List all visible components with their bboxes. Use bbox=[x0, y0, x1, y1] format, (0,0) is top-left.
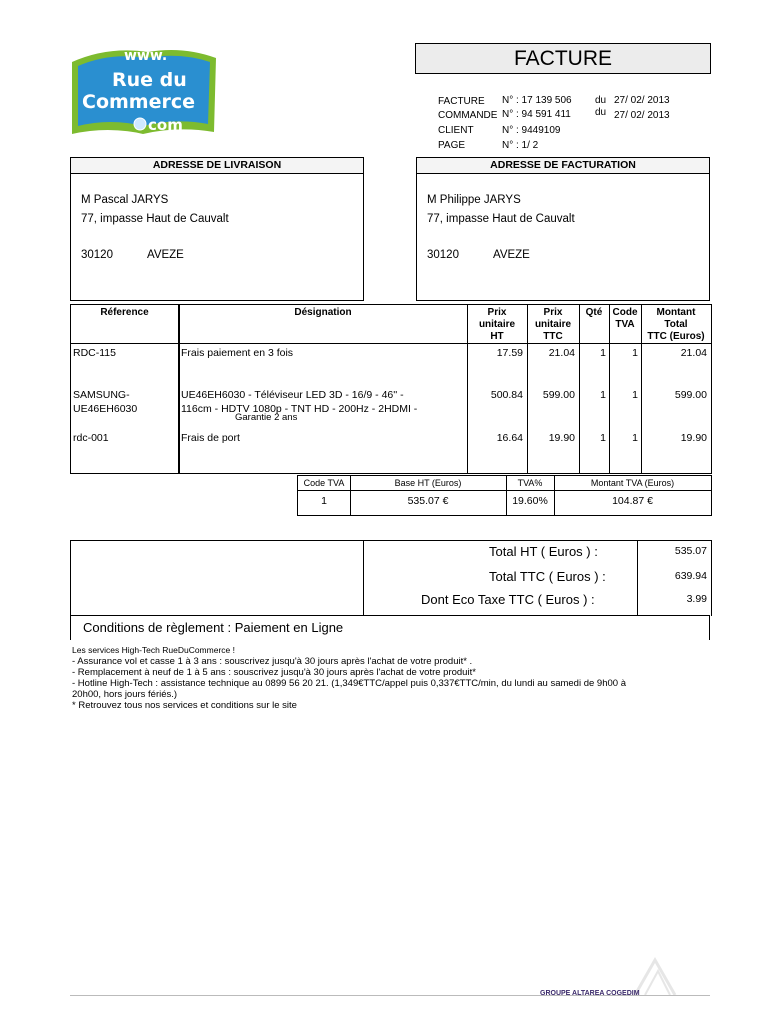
row1-montant: 21.04 bbox=[680, 347, 707, 359]
note-line: Les services High-Tech RueDuCommerce ! bbox=[72, 645, 235, 655]
row2-prix-ttc: 599.00 bbox=[542, 389, 575, 401]
meta-commande-no: N° : 94 591 411 bbox=[502, 109, 571, 120]
delivery-name: M Pascal JARYS bbox=[81, 194, 169, 206]
row3-montant: 19.90 bbox=[680, 432, 707, 444]
invoice-title: FACTURE bbox=[415, 43, 711, 74]
delivery-zip: 30120 bbox=[81, 249, 113, 261]
row2-qte: 1 bbox=[600, 389, 606, 401]
note-line: - Hotline High-Tech : assistance technique au 0899 56 20 21. (1,349€TTC/appel puis 0,337€TTC/min, du lundi au samedi de 9h00 à bbox=[72, 678, 626, 689]
vat-code: 1 bbox=[321, 495, 327, 507]
row1-code-tva: 1 bbox=[632, 347, 638, 359]
col-head-designation: Désignation bbox=[294, 307, 352, 318]
billing-address-header: ADRESSE DE FACTURATION bbox=[417, 158, 709, 174]
total-ttc-value: 639.94 bbox=[674, 570, 707, 582]
total-ht-label: Total HT ( Euros ) : bbox=[489, 544, 598, 559]
note-line: 20h00, hors jours fériés.) bbox=[72, 689, 178, 700]
col-head-montant: Montant Total TTC (Euros) bbox=[647, 307, 705, 342]
logo-text-www: www. bbox=[124, 48, 168, 64]
row3-qte: 1 bbox=[600, 432, 606, 444]
row2-code-tva: 1 bbox=[632, 389, 638, 401]
vat-rate: 19.60% bbox=[512, 495, 548, 507]
total-ttc-label: Total TTC ( Euros ) : bbox=[489, 569, 606, 584]
services-notes bbox=[72, 645, 712, 711]
row2-prix-ht: 500.84 bbox=[490, 389, 523, 401]
vat-head-rate: TVA% bbox=[517, 478, 543, 488]
logo-text-commerce: Commerce bbox=[82, 91, 195, 113]
meta-page-no: N° : 1/ 2 bbox=[502, 140, 539, 151]
col-head-code-tva: Code TVA bbox=[612, 307, 638, 330]
meta-commande-du: du bbox=[595, 107, 607, 118]
delivery-street: 77, impasse Haut de Cauvalt bbox=[81, 213, 229, 225]
payment-conditions bbox=[70, 615, 710, 640]
meta-client-no: N° : 9449109 bbox=[502, 125, 561, 136]
logo-text-ruedu: Rue du bbox=[112, 69, 187, 91]
row2-montant: 599.00 bbox=[674, 389, 707, 401]
row3-ref: rdc-001 bbox=[73, 432, 109, 444]
col-head-qte: Qté bbox=[585, 307, 603, 318]
altarea-logo-mark bbox=[630, 955, 680, 995]
payment-conditions-text: Conditions de règlement : Paiement en Ligne bbox=[83, 620, 344, 635]
logo-text-com: com bbox=[148, 116, 183, 134]
meta-facture-du: du bbox=[595, 95, 607, 106]
row2-ref-line2: UE46EH6030 bbox=[73, 403, 138, 415]
row3-prix-ttc: 19.90 bbox=[548, 432, 575, 444]
billing-name: M Philippe JARYS bbox=[427, 194, 521, 206]
row3-prix-ht: 16.64 bbox=[496, 432, 523, 444]
meta-facture-no: N° : 17 139 506 bbox=[502, 95, 572, 106]
total-ht-value: 535.07 bbox=[674, 545, 707, 557]
row1-qte: 1 bbox=[600, 347, 606, 359]
row2-designation-line3: Garantie 2 ans bbox=[235, 412, 298, 423]
eco-tax-value: 3.99 bbox=[686, 593, 707, 605]
row3-designation: Frais de port bbox=[181, 432, 240, 444]
meta-facture-label: FACTURE bbox=[438, 96, 485, 107]
delivery-city: AVEZE bbox=[147, 249, 184, 261]
row1-prix-ttc: 21.04 bbox=[548, 347, 575, 359]
row1-prix-ht: 17.59 bbox=[496, 347, 523, 359]
col-head-prix-ttc: Prix unitaire TTC bbox=[534, 307, 572, 342]
meta-page-label: PAGE bbox=[438, 140, 466, 151]
meta-facture-date: 27/ 02/ 2013 bbox=[614, 95, 670, 106]
vat-table bbox=[297, 475, 712, 516]
row2-ref: SAMSUNG- bbox=[73, 389, 130, 401]
billing-address-box bbox=[416, 157, 710, 301]
footer-company: GROUPE ALTAREA COGEDIM bbox=[540, 990, 640, 997]
totals-box bbox=[70, 540, 712, 616]
row1-designation: Frais paiement en 3 fois bbox=[181, 347, 294, 359]
ruedu-commerce-logo bbox=[68, 44, 218, 136]
row3-code-tva: 1 bbox=[632, 432, 638, 444]
vat-amount: 104.87 € bbox=[612, 495, 653, 507]
col-head-reference: Réference bbox=[100, 307, 149, 318]
note-line: - Assurance vol et casse 1 à 3 ans : souscrivez jusqu'à 30 jours après l'achat de votre produit* . bbox=[72, 656, 473, 667]
meta-client-label: CLIENT bbox=[438, 125, 474, 136]
row2-designation: UE46EH6030 - Téléviseur LED 3D - 16/9 - 46'' - bbox=[181, 389, 404, 401]
billing-city: AVEZE bbox=[493, 249, 530, 261]
row2-designation-line2: 116cm - HDTV 1080p - TNT HD - 200Hz - 2HDMI - bbox=[181, 403, 418, 415]
billing-street: 77, impasse Haut de Cauvalt bbox=[427, 213, 575, 225]
vat-head-amount: Montant TVA (Euros) bbox=[590, 478, 675, 488]
items-table bbox=[70, 304, 712, 474]
delivery-address-header: ADRESSE DE LIVRAISON bbox=[71, 158, 363, 174]
meta-commande-label: COMMANDE bbox=[438, 110, 498, 121]
note-line: - Remplacement à neuf de 1 à 5 ans : souscrivez jusqu'à 30 jours après l'achat de votre produit* bbox=[72, 667, 476, 678]
eco-tax-label: Dont Eco Taxe TTC ( Euros ) : bbox=[421, 592, 595, 607]
row1-ref: RDC-115 bbox=[73, 347, 116, 359]
vat-head-code: Code TVA bbox=[303, 478, 345, 488]
vat-base: 535.07 € bbox=[407, 495, 449, 507]
delivery-address-box bbox=[70, 157, 364, 301]
billing-zip: 30120 bbox=[427, 249, 459, 261]
vat-head-base: Base HT (Euros) bbox=[394, 478, 462, 488]
col-head-prix-ht: Prix unitaire HT bbox=[478, 307, 516, 342]
note-line: * Retrouvez tous nos services et conditions sur le site bbox=[72, 700, 297, 711]
meta-commande-date: 27/ 02/ 2013 bbox=[614, 110, 670, 121]
